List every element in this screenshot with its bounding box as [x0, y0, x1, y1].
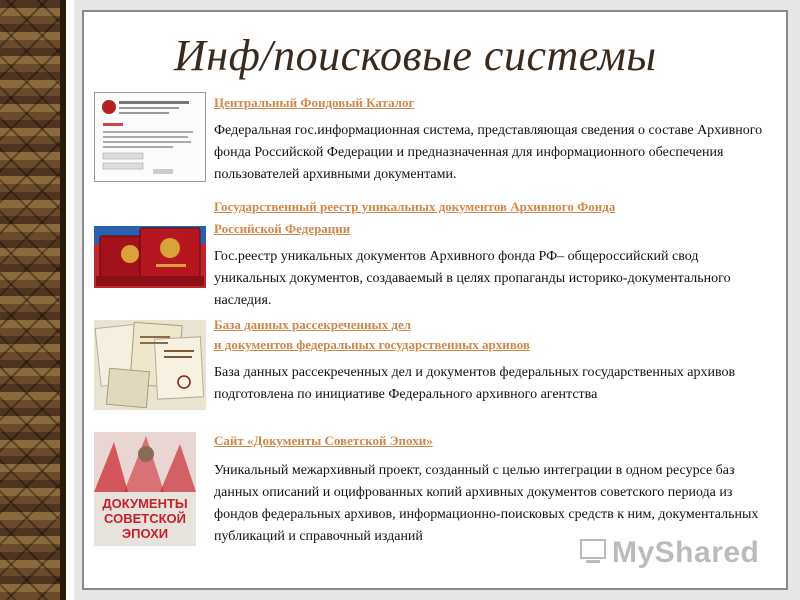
state-register-link-line-1[interactable]: Государственный реестр уникальных документов Архивного Фонда	[214, 199, 616, 214]
state-register-link-line-2[interactable]: Российской Федерации	[214, 221, 351, 236]
declassified-documents-thumbnail-icon[interactable]	[94, 320, 206, 410]
soviet-era-poster-thumbnail-icon[interactable]	[94, 432, 196, 546]
poster-text-line-2: СОВЕТСКОЙ	[104, 511, 186, 526]
page-title: Инф/поисковые системы	[174, 31, 657, 80]
state-register-description: Гос.реестр уникальных документов Архивного фонда РФ– общероссийский свод уникальных документов, создаваемый в целях пропаганды историко-документального наследия.	[214, 249, 731, 308]
soviet-documents-description: Уникальный межархивный проект, созданный с целью интеграции в одном ресурсе баз данных описаний и оцифрованных копий архивных документов советского периода из фондов федеральных архивов, информационно-поисковых средств к ним, документальных публикаций и справочный изданий	[214, 463, 759, 544]
declassified-db-description: База данных рассекреченных дел и документов федеральных государственных архивов подготовлена по инициативе Федерального архивного агентства	[214, 365, 736, 402]
decorative-left-strip	[0, 0, 66, 600]
passport-books-flag-thumbnail-icon[interactable]	[94, 206, 206, 288]
poster-text-line-3: ЭПОХИ	[121, 526, 169, 541]
central-catalog-description: Федеральная гос.информационная система, представляющая сведения о составе Архивного фонда Российской Федерации и предназначенная для информационного обеспечения пользователей архивными документами.	[214, 123, 763, 182]
watermark-logo-icon	[578, 536, 608, 566]
central-catalog-link[interactable]: Центральный Фондовый Каталог	[214, 95, 415, 110]
declassified-db-link-line-1[interactable]: База данных рассекреченных дел	[214, 317, 412, 332]
poster-text-line-1: ДОКУМЕНТЫ	[102, 496, 188, 511]
declassified-db-link-line-2[interactable]: и документов федеральных государственных архивов	[214, 337, 530, 352]
soviet-documents-link[interactable]: Сайт «Документы Советской Эпохи»	[214, 433, 433, 448]
archive-fund-page-thumbnail-icon[interactable]	[94, 92, 206, 182]
watermark-text: MyShared	[612, 536, 760, 569]
